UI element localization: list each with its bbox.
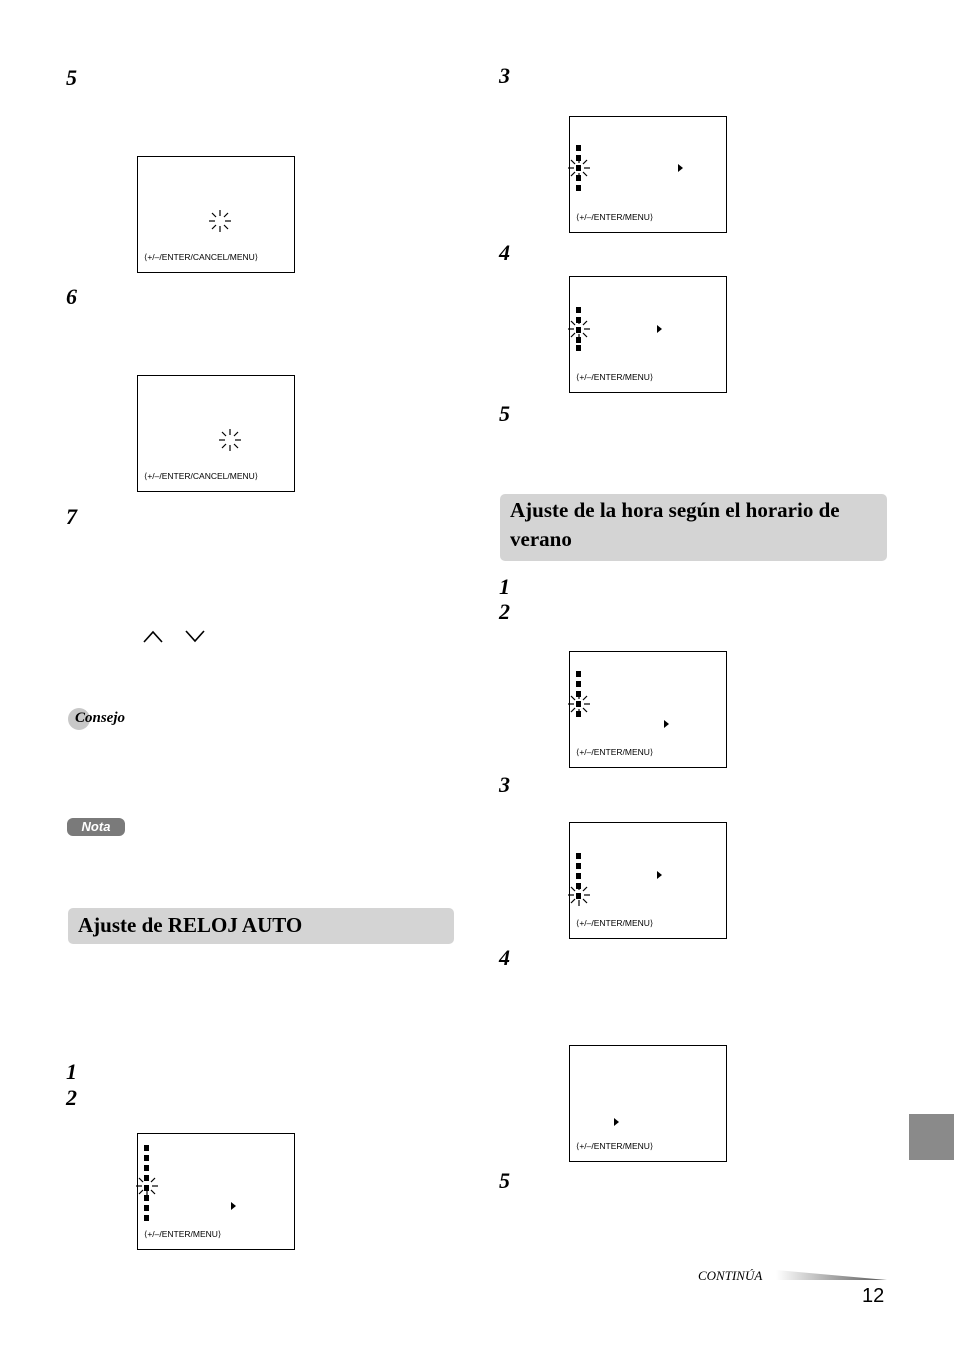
menu-item-marker — [144, 1205, 149, 1211]
menu-item-marker — [576, 863, 581, 869]
nav-hint: ⟨+/–/ENTER/MENU⟩ — [576, 918, 654, 928]
nav-hint: ⟨+/–/ENTER/MENU⟩ — [576, 212, 654, 222]
section-heading — [500, 494, 887, 561]
menu-screen — [569, 276, 727, 393]
nav-hint: ⟨+/–/ENTER/MENU⟩ — [576, 1141, 654, 1151]
step-number: 2 — [66, 1085, 77, 1110]
nav-hint: ⟨+/–/ENTER/MENU⟩ — [576, 747, 654, 757]
menu-screen — [569, 822, 727, 939]
step-number: 2 — [499, 599, 510, 624]
blink-cursor-icon — [567, 692, 591, 716]
nav-hint: ⟨+/–/ENTER/MENU⟩ — [576, 372, 654, 382]
step-number: 5 — [66, 65, 77, 90]
up-down-arrows-icon — [142, 628, 210, 644]
section-title: Ajuste de la hora según el horario de verano — [510, 498, 840, 551]
step-number: 4 — [499, 945, 510, 970]
menu-screen — [137, 156, 295, 273]
menu-screen — [137, 375, 295, 492]
menu-screen — [137, 1133, 295, 1250]
nav-hint: ⟨+/–/ENTER/MENU⟩ — [144, 1229, 222, 1239]
menu-item-marker — [144, 1165, 149, 1171]
chapter-tab — [909, 1114, 954, 1160]
menu-item-marker — [576, 185, 581, 191]
step-number: 7 — [66, 504, 77, 529]
pointer-icon — [657, 871, 662, 879]
step-number: 4 — [499, 240, 510, 265]
blink-cursor-icon — [218, 428, 242, 452]
menu-screen — [569, 1045, 727, 1162]
step-number: 5 — [499, 1168, 510, 1193]
menu-item-marker — [576, 145, 581, 151]
step-number: 3 — [499, 63, 510, 88]
menu-item-marker — [576, 345, 581, 351]
menu-screen — [569, 116, 727, 233]
step-number: 3 — [499, 772, 510, 797]
nav-hint: ⟨+/–/ENTER/CANCEL/MENU⟩ — [144, 471, 259, 481]
note-badge: Nota — [67, 818, 125, 836]
blink-cursor-icon — [567, 883, 591, 907]
step-number: 1 — [499, 574, 510, 599]
blink-cursor-icon — [567, 317, 591, 341]
blink-cursor-icon — [208, 209, 232, 233]
menu-item-marker — [576, 853, 581, 859]
menu-item-marker — [576, 671, 581, 677]
nav-hint: ⟨+/–/ENTER/CANCEL/MENU⟩ — [144, 252, 259, 262]
pointer-icon — [657, 325, 662, 333]
step-number: 6 — [66, 284, 77, 309]
continues-label: CONTINÚA — [698, 1268, 763, 1283]
pointer-icon — [231, 1202, 236, 1210]
menu-item-marker — [144, 1145, 149, 1151]
section-heading — [68, 908, 454, 944]
pointer-icon — [664, 720, 669, 728]
menu-item-marker — [576, 873, 581, 879]
tip-label: Consejo — [75, 710, 126, 726]
blink-cursor-icon — [567, 156, 591, 180]
blink-cursor-icon — [135, 1174, 159, 1198]
menu-item-marker — [144, 1155, 149, 1161]
step-number: 5 — [499, 401, 510, 426]
menu-item-marker — [576, 307, 581, 313]
menu-item-marker — [576, 681, 581, 687]
pointer-icon — [614, 1118, 619, 1126]
pointer-icon — [678, 164, 683, 172]
page-number: 12 — [862, 1285, 885, 1307]
menu-screen — [569, 651, 727, 768]
continues-wedge-icon — [776, 1270, 887, 1282]
section-title: Ajuste de RELOJ AUTO — [78, 913, 303, 937]
step-number: 1 — [66, 1059, 77, 1084]
menu-item-marker — [144, 1215, 149, 1221]
